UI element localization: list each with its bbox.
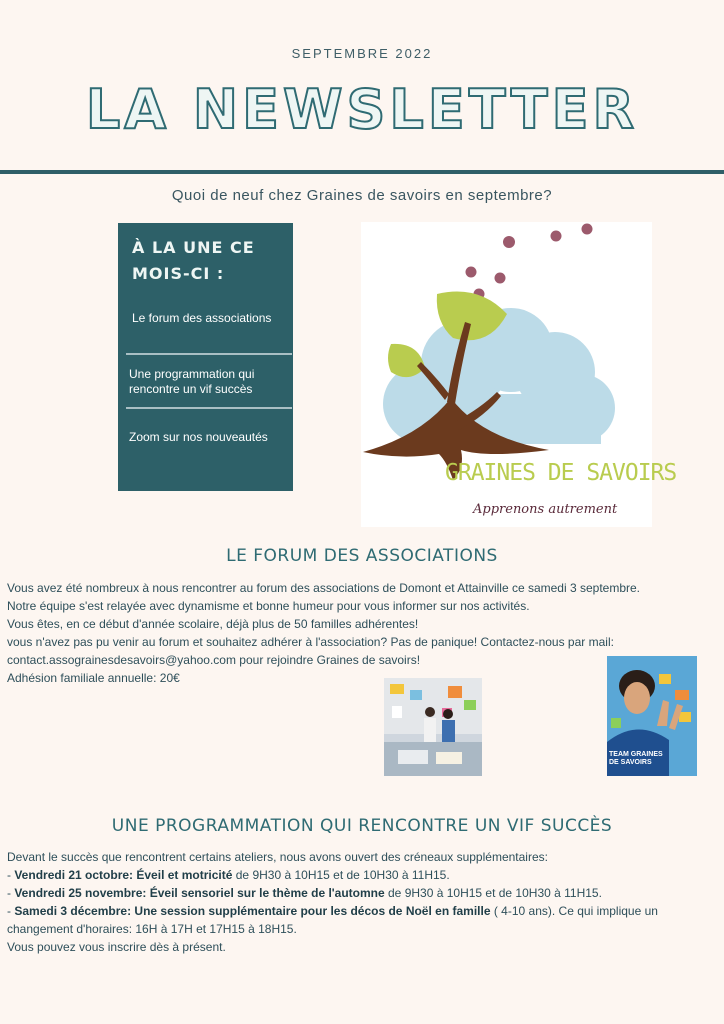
photo-illustration — [384, 678, 482, 776]
team-shirt-text: TEAM GRAINES DE SAVOIRS — [609, 751, 663, 766]
highlight-item-nouveautes[interactable]: Zoom sur nos nouveautés — [129, 430, 268, 444]
newsletter-title: LA NEWSLETTER — [85, 78, 639, 141]
forum-membership-fee: Adhésion familiale annuelle: 20€ — [7, 671, 180, 685]
highlights-panel — [118, 223, 293, 491]
forum-line: Notre équipe s'est relayée avec dynamisme et bonne humeur pour vous informer sur nos activités. — [7, 599, 530, 613]
highlight-item-forum[interactable]: Le forum des associations — [132, 311, 272, 325]
forum-stand-photo — [384, 678, 482, 776]
highlights-heading: À LA UNE CE MOIS-CI : — [132, 238, 255, 283]
forum-email-line[interactable]: contact.assograinesdesavoirs@yahoo.com pour rejoindre Graines de savoirs! — [7, 653, 421, 667]
forum-line: Vous êtes, en ce début d'année scolaire, déjà plus de 50 familles adhérentes! — [7, 617, 419, 631]
highlight-divider — [126, 407, 292, 409]
schedule-item: - Vendredi 21 octobre: Éveil et motricité de 9H30 à 10H15 et de 10H30 à 11H15. — [7, 868, 450, 882]
header-divider — [0, 170, 724, 174]
logo-tagline: Apprenons autrement — [473, 502, 618, 517]
schedule-item: - Samedi 3 décembre: Une session supplémentaire pour les décos de Noël en famille ( 4-10 ans). Ce qui implique un — [7, 904, 658, 918]
forum-line: Vous avez été nombreux à nous rencontrer au forum des associations de Domont et Attainville ce samedi 3 septembre. — [7, 581, 641, 595]
logo-wordmark: GRAINES DE SAVOIRS — [445, 460, 677, 486]
highlight-item-programmation[interactable]: Une programmation qui rencontre un vif succès — [129, 367, 255, 396]
schedule-continuation: changement d'horaires: 16H à 17H et 17H15 à 18H15. — [7, 922, 297, 936]
schedule-item: - Vendredi 25 novembre: Éveil sensoriel sur le thème de l'automne de 9H30 à 10H15 et de 10H30 à 11H15. — [7, 886, 602, 900]
graines-de-savoirs-logo — [361, 222, 677, 527]
highlight-divider — [126, 353, 292, 355]
newsletter-date: SEPTEMBRE 2022 — [291, 46, 433, 61]
newsletter-subtitle: Quoi de neuf chez Graines de savoirs en septembre? — [171, 187, 553, 204]
programmation-outro: Vous pouvez vous inscrire dès à présent. — [7, 940, 226, 954]
forum-heading: LE FORUM DES ASSOCIATIONS — [226, 546, 498, 566]
programmation-heading: UNE PROGRAMMATION QUI RENCONTRE UN VIF SUCCÈS — [111, 816, 613, 836]
programmation-intro: Devant le succès que rencontrent certains ateliers, nous avons ouvert des créneaux supplémentaires: — [7, 850, 548, 864]
forum-line: vous n'avez pas pu venir au forum et souhaitez adhérer à l'association? Pas de panique! Contactez-nous par mail: — [7, 635, 614, 649]
programmation-text — [7, 848, 719, 956]
team-member-photo — [607, 656, 697, 776]
